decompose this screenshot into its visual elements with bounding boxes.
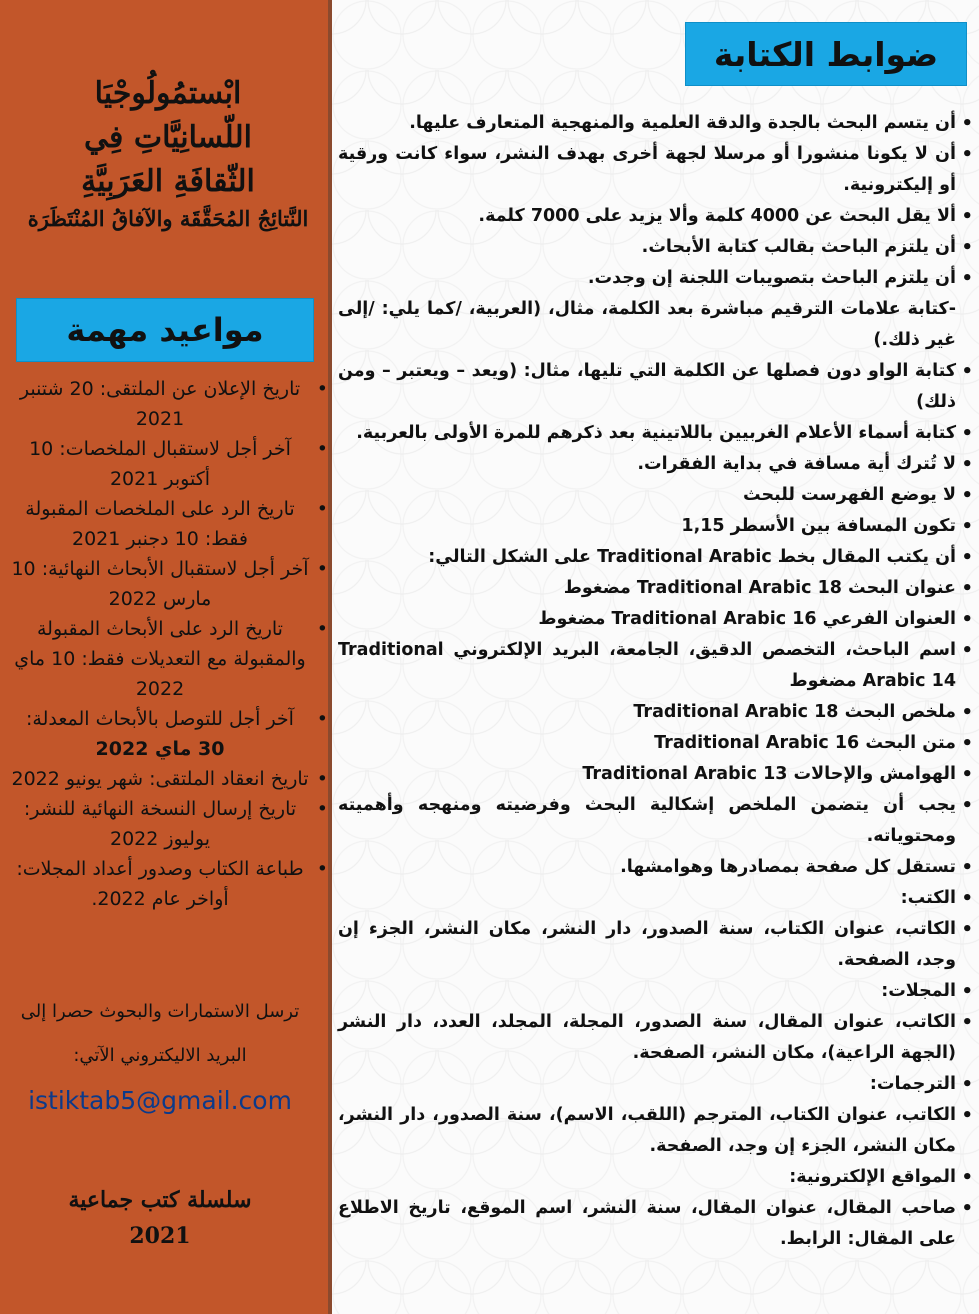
writing-rule: • الكاتب، عنوان المقال، سنة الصدور، المجلة، المجلد، العدد، دار النشر (الجهة الراعية)، مكان النشر، الصفحة. <box>338 1007 956 1069</box>
date-value: 10 دجنبر 2021 <box>72 528 199 550</box>
sidebar <box>0 0 332 1314</box>
date-item <box>10 434 310 494</box>
date-label: طباعة الكتاب وصدور أعداد المجلات: <box>16 858 304 880</box>
date-item <box>10 794 310 854</box>
date-value: 10 ماي 2022 <box>14 648 185 700</box>
writing-rule: -كتابة علامات الترقيم مباشرة بعد الكلمة، مثال، (العربية، /كما يلي: /إلى غير ذلك.) <box>338 299 956 350</box>
date-label: تاريخ الرد على الملخصات المقبولة فقط: <box>25 498 295 550</box>
date-value: 10 أكتوبر 2021 <box>29 438 211 490</box>
writing-rule: • لا يوضع الفهرست للبحث <box>338 480 956 511</box>
date-item <box>10 854 310 914</box>
writing-rules-list <box>338 108 974 1255</box>
book-title-line-1: ابْستمُولُوجْيَا <box>94 76 242 111</box>
writing-rule: • أن يكتب المقال بخط Traditional Arabic على الشكل التالي: <box>338 542 956 573</box>
date-label: آخر أجل للتوصل بالأبحاث المعدلة: <box>26 708 294 730</box>
writing-rule: • العنوان الفرعي Traditional Arabic 16 مضغوط <box>338 604 956 635</box>
series-year: 2021 <box>129 1223 191 1249</box>
date-item <box>10 494 310 554</box>
writing-rule: • الكتب: <box>338 883 956 914</box>
submission-note <box>10 990 310 1078</box>
date-value: يوليوز 2022 <box>109 828 210 850</box>
writing-rule: • يجب أن يتضمن الملخص إشكالية البحث وفرضيته ومنهجه وأهميته ومحتوياته. <box>338 790 956 852</box>
writing-rule: • أن لا يكونا منشورا أو مرسلا لجهة أخرى بهدف النشر، سواء كانت ورقية أو إليكترونية. <box>338 139 956 201</box>
writing-rule: • ألا يقل البحث عن 4000 كلمة وألا يزيد على 7000 كلمة. <box>338 201 956 232</box>
writing-rule: • تكون المسافة بين الأسطر 1,15 <box>338 511 956 542</box>
date-item <box>10 764 310 794</box>
writing-rule: • كتابة الواو دون فصلها عن الكلمة التي تليها، مثال: (ويعد – ويعتبر – ومن ذلك) <box>338 356 956 418</box>
writing-rule: • أن يلتزم الباحث بتصويبات اللجنة إن وجدت. <box>338 263 956 294</box>
book-subtitle: النَّتائِجُ المُحَقَّقَة والآفاقُ المُنْتَظَرَة <box>27 206 309 231</box>
writing-rule: • الكاتب، عنوان الكتاب، سنة الصدور، دار النشر، مكان النشر، الجزء إن وجد، الصفحة. <box>338 914 956 976</box>
submission-note-line-2: البريد الاليكتروني الآتي: <box>73 1045 247 1066</box>
date-label: تاريخ الرد على الأبحاث المقبولة والمقبولة مع التعديلات فقط: <box>37 618 306 670</box>
writing-rule: • الترجمات: <box>338 1069 956 1100</box>
date-value: 20 شتنبر 2021 <box>19 378 185 430</box>
writing-rule: • المجلات: <box>338 976 956 1007</box>
book-title <box>20 72 316 234</box>
book-title-line-3: الثّقافَةِ العَرَبِيَّةِ <box>81 164 255 199</box>
date-label: تاريخ الإعلان عن الملتقى: <box>99 378 301 400</box>
writing-rule: • أن يتسم البحث بالجدة والدقة العلمية والمنهجية المتعارف عليها. <box>338 108 956 139</box>
writing-rule: • تستقل كل صفحة بمصادرها وهوامشها. <box>338 852 956 883</box>
series-label <box>10 1182 310 1254</box>
series-name: سلسلة كتب جماعية <box>68 1187 252 1213</box>
date-item <box>10 614 310 704</box>
writing-rule: • اسم الباحث، التخصص الدقيق، الجامعة، البريد الإلكتروني Traditional Arabic 14 مضغوط <box>338 635 956 697</box>
writing-rule: • أن يلتزم الباحث بقالب كتابة الأبحاث. <box>338 232 956 263</box>
date-value: 10 مارس 2022 <box>11 558 212 610</box>
date-value: أواخر عام 2022. <box>91 888 229 910</box>
writing-rule: • ملخص البحث Traditional Arabic 18 <box>338 697 956 728</box>
writing-rule: • المواقع الإلكترونية: <box>338 1162 956 1193</box>
important-dates-heading: مواعيد مهمة <box>16 298 314 362</box>
contact-email: istiktab5@gmail.com <box>28 1086 292 1115</box>
writing-rule: • الهوامش والإحالات Traditional Arabic 13 <box>338 759 956 790</box>
date-item <box>10 374 310 434</box>
important-dates-list <box>10 374 332 914</box>
date-label: تاريخ انعقاد الملتقى: <box>149 768 309 790</box>
date-label: تاريخ إرسال النسخة النهائية للنشر: <box>23 798 297 820</box>
date-item <box>10 704 310 764</box>
date-label: آخر أجل لاستقبال الملخصات: <box>59 438 291 460</box>
writing-rules-heading: ضوابط الكتابة <box>685 22 967 86</box>
submission-note-line-1: ترسل الاستمارات والبحوث حصرا إلى <box>20 1001 300 1022</box>
writing-rule: • الكاتب، عنوان الكتاب، المترجم (اللقب، الاسم)، سنة الصدور، دار النشر، مكان النشر، الجزء إن وجد، الصفحة. <box>338 1100 956 1162</box>
date-value: 30 ماي 2022 <box>95 738 225 760</box>
writing-rule: • صاحب المقال، عنوان المقال، سنة النشر، اسم الموقع، تاريخ الاطلاع على المقال: الرابط. <box>338 1193 956 1255</box>
writing-rule: • لا تُترك أية مسافة في بداية الفقرات. <box>338 449 956 480</box>
writing-rule: • عنوان البحث Traditional Arabic 18 مضغوط <box>338 573 956 604</box>
writing-rule: • متن البحث Traditional Arabic 16 <box>338 728 956 759</box>
date-label: آخر أجل لاستقبال الأبحاث النهائية: <box>41 558 309 580</box>
date-item <box>10 554 310 614</box>
book-title-line-2: اللّسانِيَّاتِ فِي <box>84 120 252 155</box>
writing-rule: • كتابة أسماء الأعلام الغربيين باللاتينية بعد ذكرهم للمرة الأولى بالعربية. <box>338 418 956 449</box>
date-value: شهر يونيو 2022 <box>11 768 144 790</box>
